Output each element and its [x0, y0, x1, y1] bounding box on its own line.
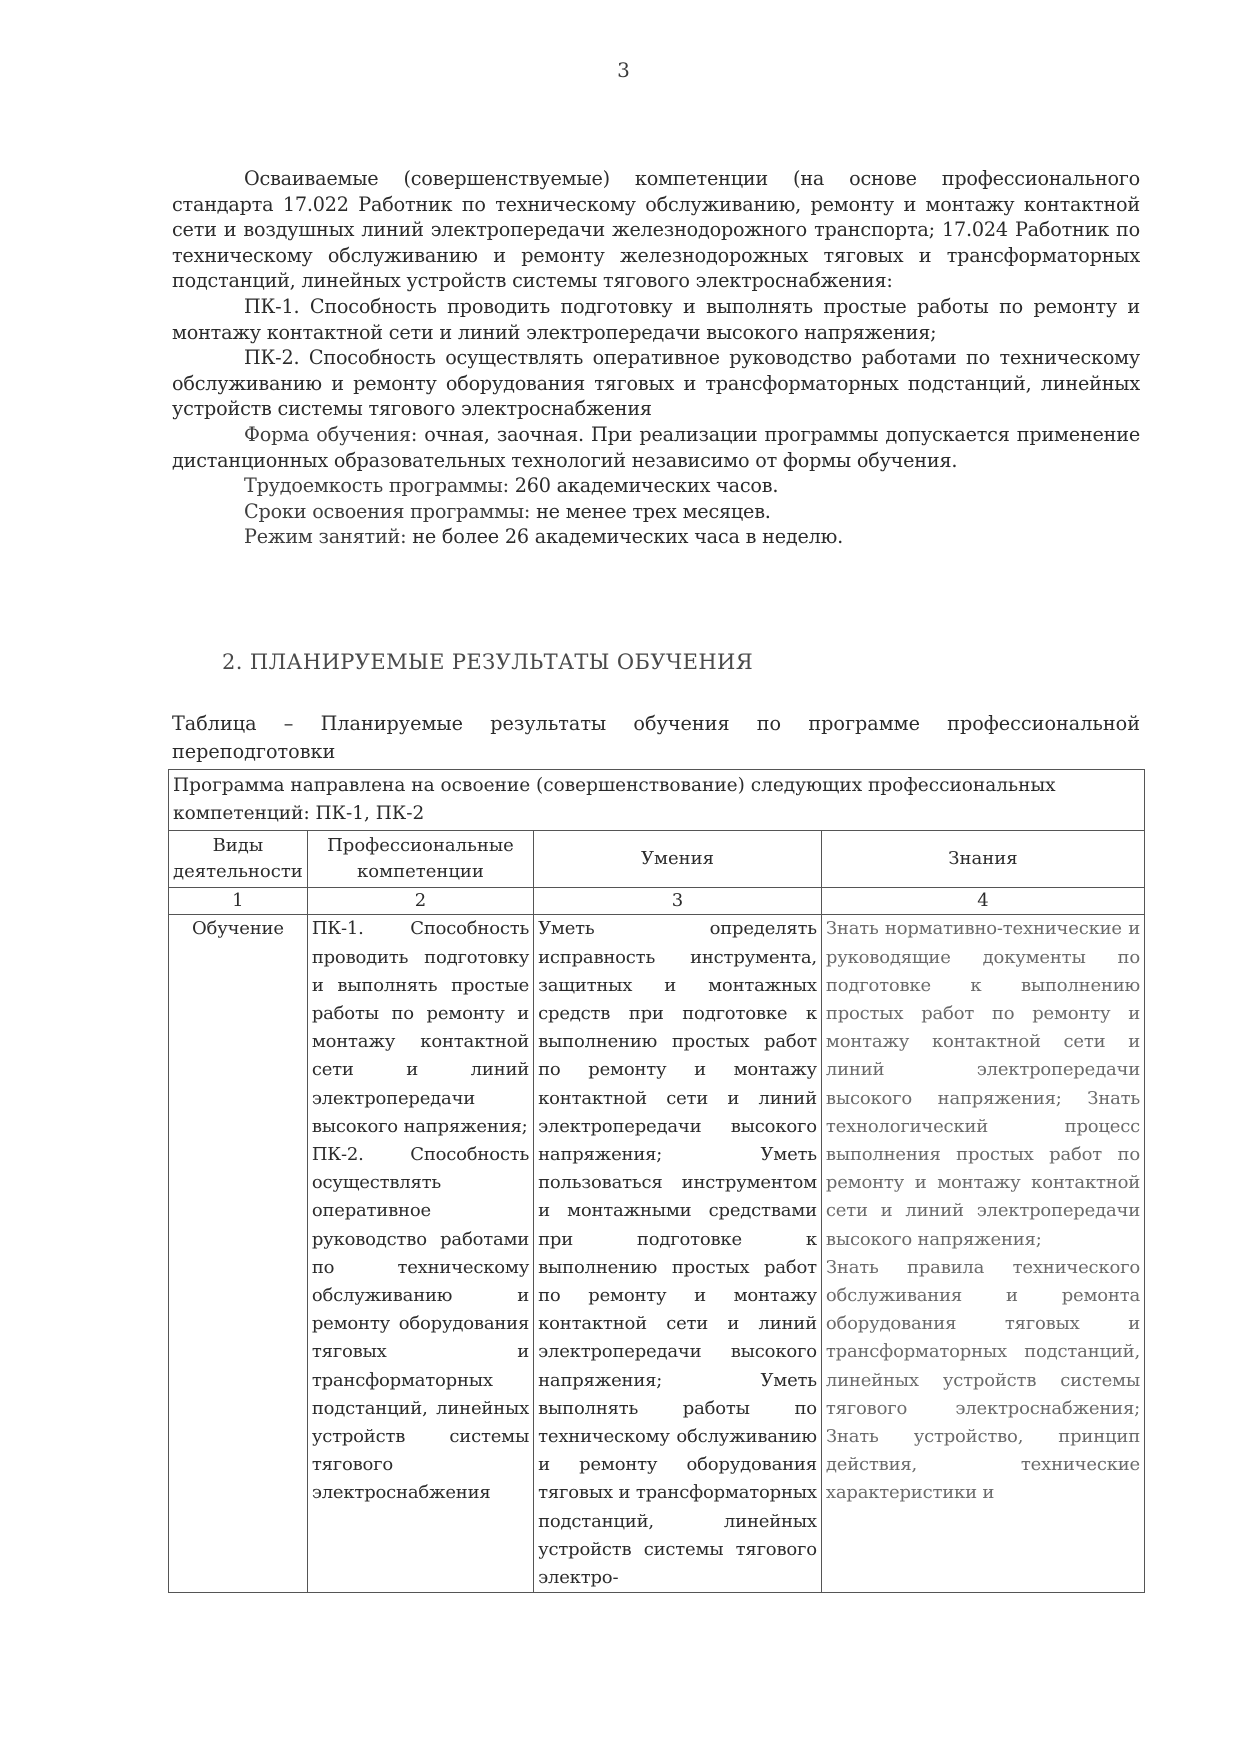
learning-results-table: [168, 769, 1145, 1593]
competencies-paragraph: Осваиваемые (совершенствуемые) компетенции (на основе профессионального стандарта 17.022 Работник по техническому обслуживанию, ремонту и монтажу контактной сети и воздушных линий электропередачи железнодорожного транспорта; 17.024 Работник по техническому обслуживанию и ремонту железнодорожных тяговых и трансформаторных подстанций, линейных устройств системы тягового электроснабжения:: [172, 167, 1140, 293]
table-column-number-row: [169, 888, 1145, 915]
column-number: 3: [534, 888, 822, 915]
program-workload-label: Трудоемкость программы:: [244, 474, 509, 498]
class-schedule: [172, 524, 1140, 550]
header-knowledge: Знания: [821, 831, 1144, 888]
study-form: [172, 422, 1140, 473]
knowledge-text-2: Знать правила технического обслуживания и ремонта оборудования тяговых и трансформаторных подстанций, линейных устройств системы тягового электроснабжения; Знать устройство, принцип действия, технические характеристики и: [825, 1256, 1140, 1504]
column-number: 4: [821, 888, 1144, 915]
section-heading: 2. ПЛАНИРУЕМЫЕ РЕЗУЛЬТАТЫ ОБУЧЕНИЯ: [222, 650, 754, 674]
table-intro-row: [169, 770, 1145, 831]
column-number: 1: [169, 888, 308, 915]
competency-pk1: ПК-1. Способность проводить подготовку и выполнять простые работы по ремонту и монтажу контактной сети и линий электропередачи высокого напряжения;: [172, 294, 1140, 344]
table-caption: Таблица – Планируемые результаты обучения по программе профессиональной переподготовки: [172, 712, 1140, 763]
page-number: 3: [617, 58, 630, 82]
skills-cell: Уметь определять исправность инструмента, защитных и монтажных средств при подготовке к выполнению простых работ по ремонту и монтажу контактной сети и линий электропередачи высокого напряжения; Уметь пользоваться инструментом и монтажными средствами при подготовке к выполнению простых работ по ремонту и монтажу контактной сети и линий электропередачи высокого напряжения; Уметь выполнять работы по техническому обслуживанию и ремонту оборудования тяговых и трансформаторных подстанций, линейных устройств системы тягового электро-: [534, 915, 822, 1593]
study-form-value: очная, заочная. При реализации программы допускается применение дистанционных образовательных технологий независимо от формы обучения.: [172, 422, 1141, 472]
class-schedule-value: не более 26 академических часа в неделю.: [406, 525, 844, 549]
knowledge-text-1: Знать нормативно-технические и руководящие документы по подготовке к выполнению простых работ по ремонту и монтажу контактной сети и линий электропередачи высокого напряжения; Знать технологический процесс выполнения простых работ по ремонту и монтажу контактной сети и линий электропередачи высокого напряжения;: [825, 918, 1140, 1250]
column-number: 2: [307, 888, 533, 915]
competency-pk2: ПК-2. Способность осуществлять оперативное руководство работами по техническому обслуживанию и ремонту оборудования тяговых и трансформаторных подстанций, линейных устройств системы тягового электроснабжения: [172, 346, 1140, 421]
table-header-row: [169, 831, 1145, 888]
header-activity-types: Виды деятельности: [169, 831, 308, 888]
program-workload-value: 260 академических часов.: [508, 474, 779, 498]
program-duration-value: не менее трех месяцев.: [530, 499, 771, 523]
table-intro-cell: Программа направлена на освоение (совершенствование) следующих профессиональных компетенций: ПК-1, ПК-2: [169, 770, 1145, 831]
header-professional-competencies: Профессиональные компетенции: [307, 831, 533, 888]
knowledge-cell: [821, 915, 1144, 1593]
competency-pk2-text: ПК-2. Способность осуществлять оперативное руководство работами по техническому обслуживанию и ремонту оборудования тяговых и трансформаторных подстанций, линейных устройств системы тягового электроснабжения: [311, 1144, 530, 1504]
program-workload: [172, 473, 1140, 499]
table-row: [169, 915, 1145, 1593]
program-duration: [172, 499, 1140, 525]
competency-pk1-text: ПК-1. Способность проводить подготовку и выполнять простые работы по ремонту и монтажу контактной сети и линий электропередачи высокого напряжения;: [311, 918, 530, 1137]
intro-section: [172, 166, 1140, 550]
competencies-cell: [307, 915, 533, 1593]
header-skills: Умения: [534, 831, 822, 888]
study-form-label: Форма обучения:: [244, 422, 418, 446]
program-duration-label: Сроки освоения программы:: [244, 499, 531, 523]
class-schedule-label: Режим занятий:: [244, 525, 407, 549]
activity-cell: Обучение: [169, 915, 308, 1593]
